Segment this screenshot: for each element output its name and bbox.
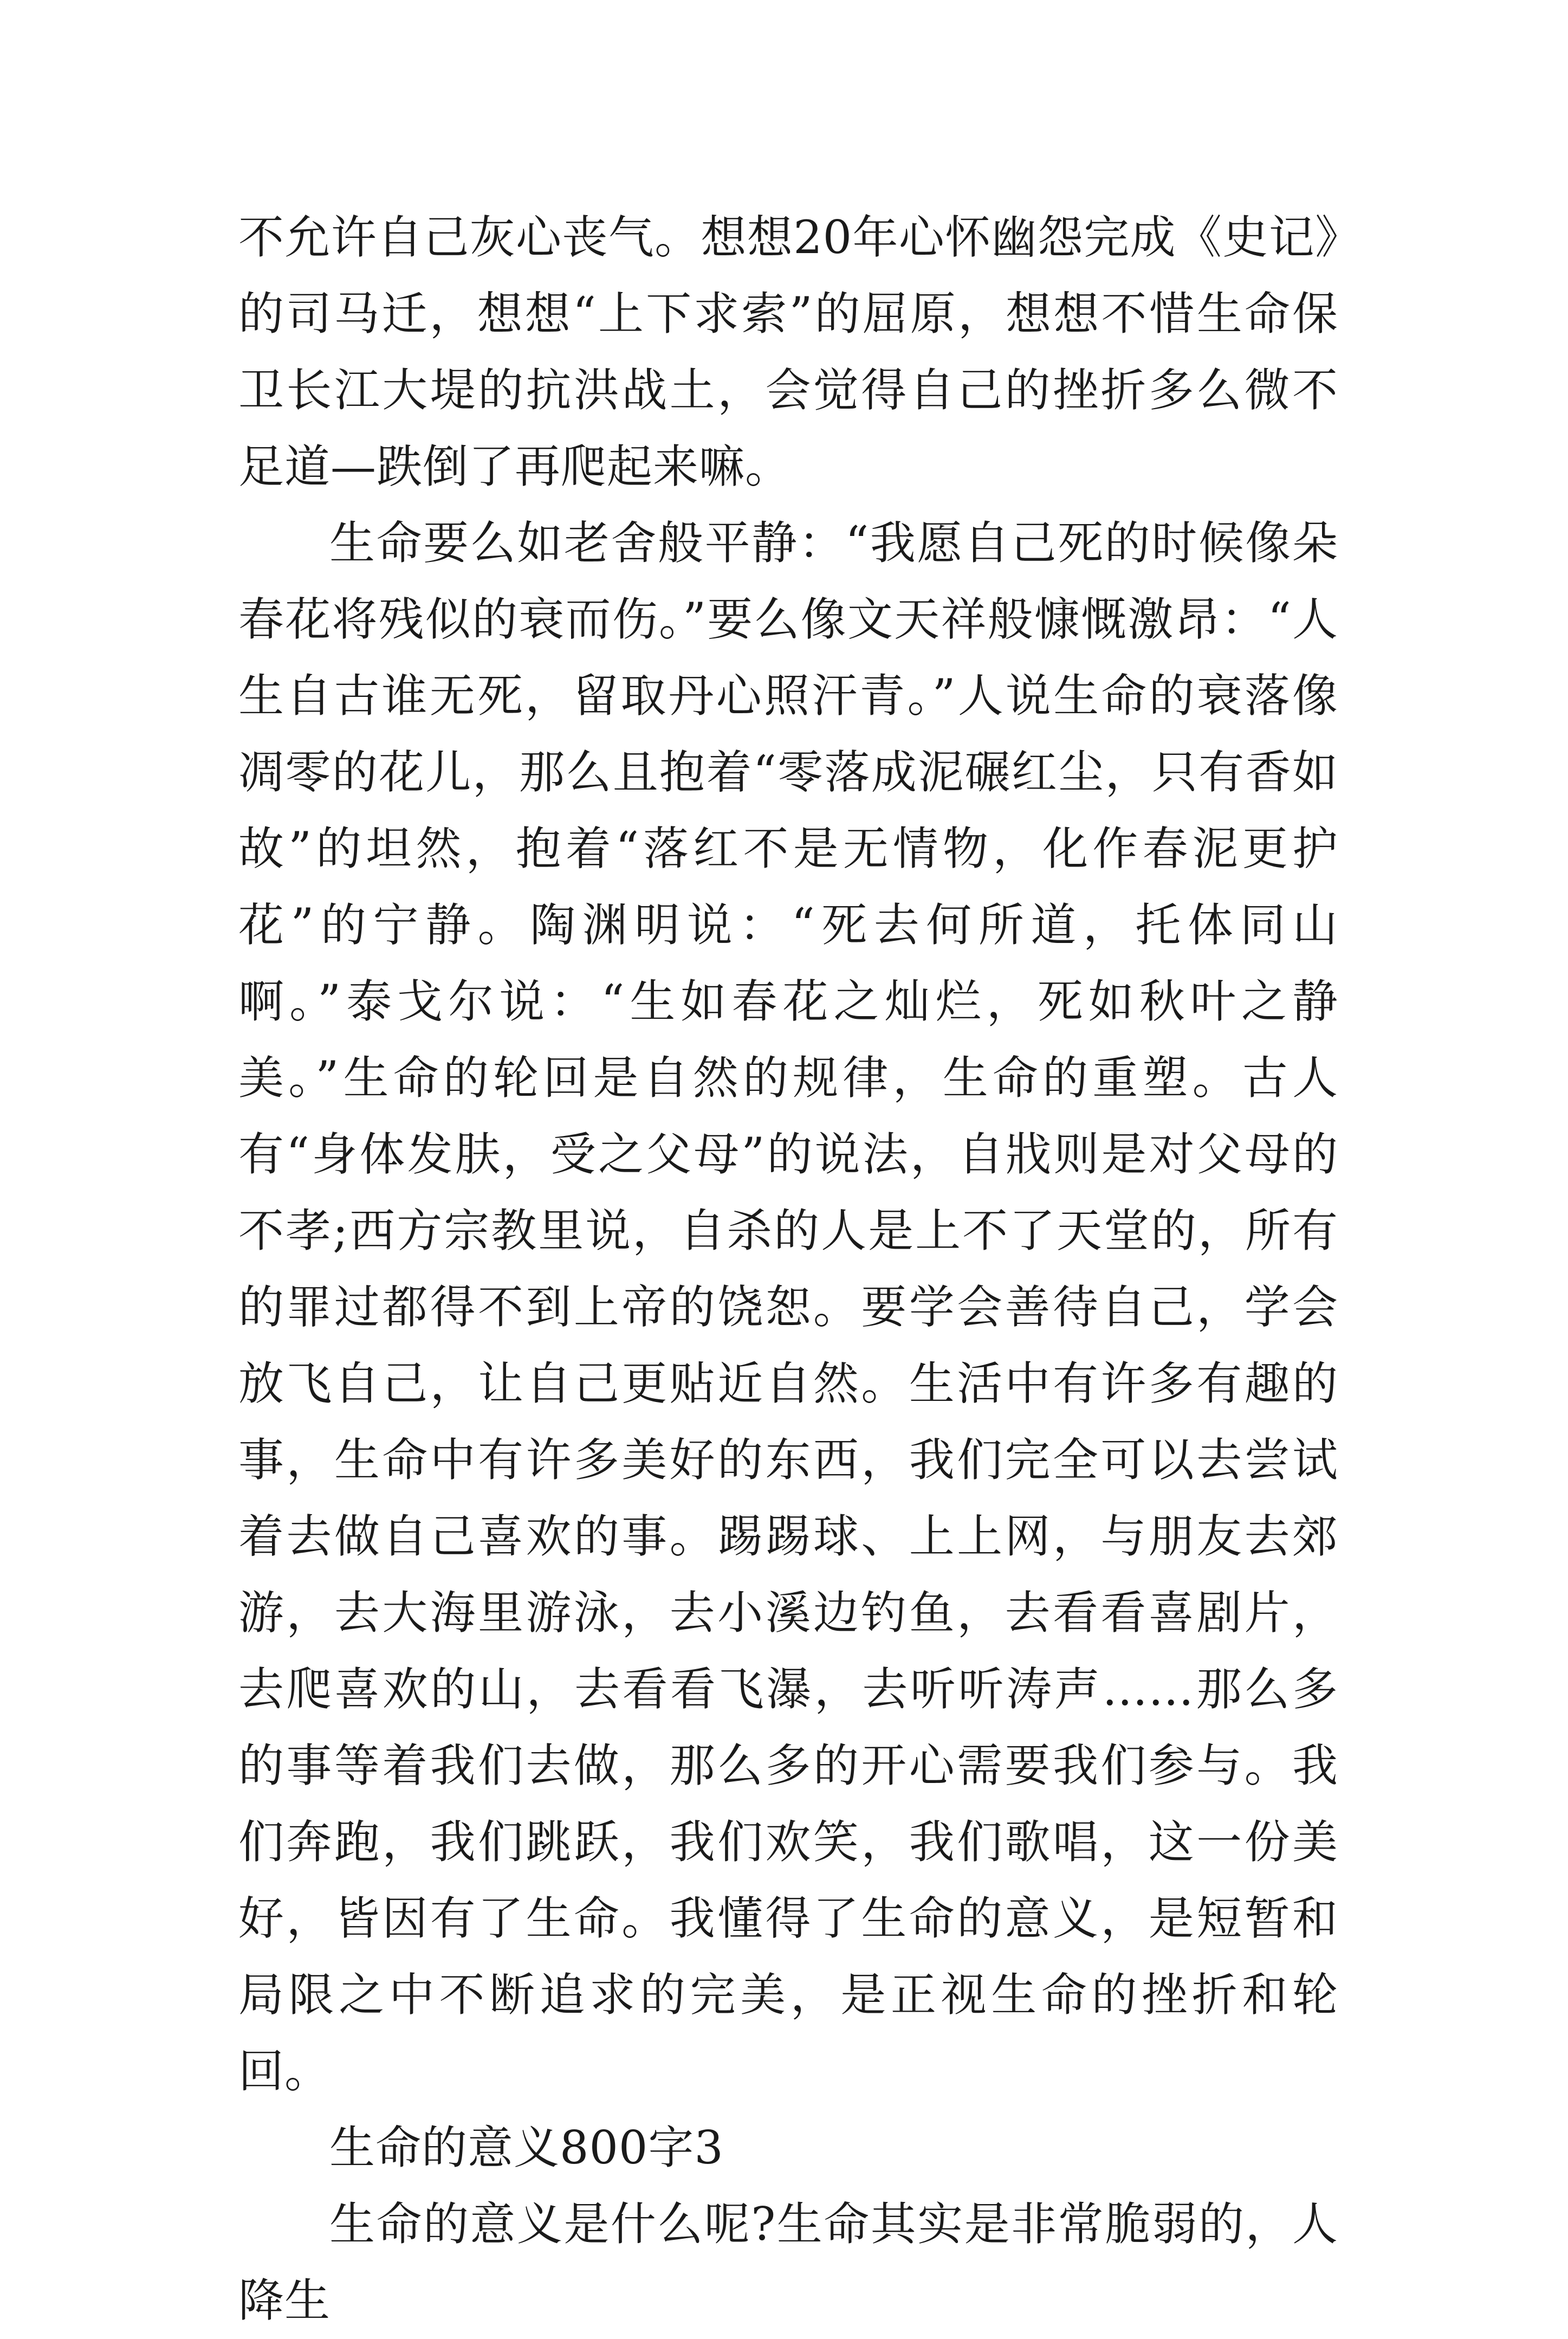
paragraph-section-start: 生命的意义是什么呢?生命其实是非常脆弱的，人降生: [238, 2198, 1338, 2327]
paragraph-life-meaning: 生命要么如老舍般平静：“我愿自己死的时候像朵春花将残似的衰而伤。”要么像文天祥般慷慨激昂：“人生自古谁无死，留取丹心照汗青。”人说生命的衰落像凋零的花儿，那么且抱着“零落成泥碾红尘，只有香如故”的坦然，抱着“落红不是无情物，化作春泥更护花”的宁静。陶渊明说：“死去何所道，托体同山啊。”泰戈尔说：“生如春花之灿烂，死如秋叶之静美。”生命的轮回是自然的规律，生命的重塑。古人有“身体发肤，受之父母”的说法，自戕则是对父母的不孝;西方宗教里说，自杀的人是上不了天堂的，所有的罪过都得不到上帝的饶恕。要学会善待自己，学会放飞自己，让自己更贴近自然。生活中有许多有趣的事，生命中有许多美好的东西，我们完全可以去尝试着去做自己喜欢的事。踢踢球、上上网，与朋友去郊游，去大海里游泳，去小溪边钓鱼，去看看喜剧片，去爬喜欢的山，去看看飞瀑，去听听涛声……那么多的事等着我们去做，那么多的开心需要我们参与。我们奔跑，我们跳跃，我们欢笑，我们歌唱，这一份美好，皆因有了生命。我懂得了生命的意义，是短暂和局限之中不断追求的完美，是正视生命的挫折和轮回。: [238, 516, 1338, 2098]
section-heading: 生命的意义800字3: [329, 2121, 724, 2174]
document-body: [238, 199, 1338, 2339]
paragraph-continuation: 不允许自己灰心丧气。想想20年心怀幽怨完成《史记》的司马迁，想想“上下求索”的屈原，想想不惜生命保卫长江大堤的抗洪战土，会觉得自己的挫折多么微不足道—跌倒了再爬起来嘛。: [238, 211, 1338, 493]
